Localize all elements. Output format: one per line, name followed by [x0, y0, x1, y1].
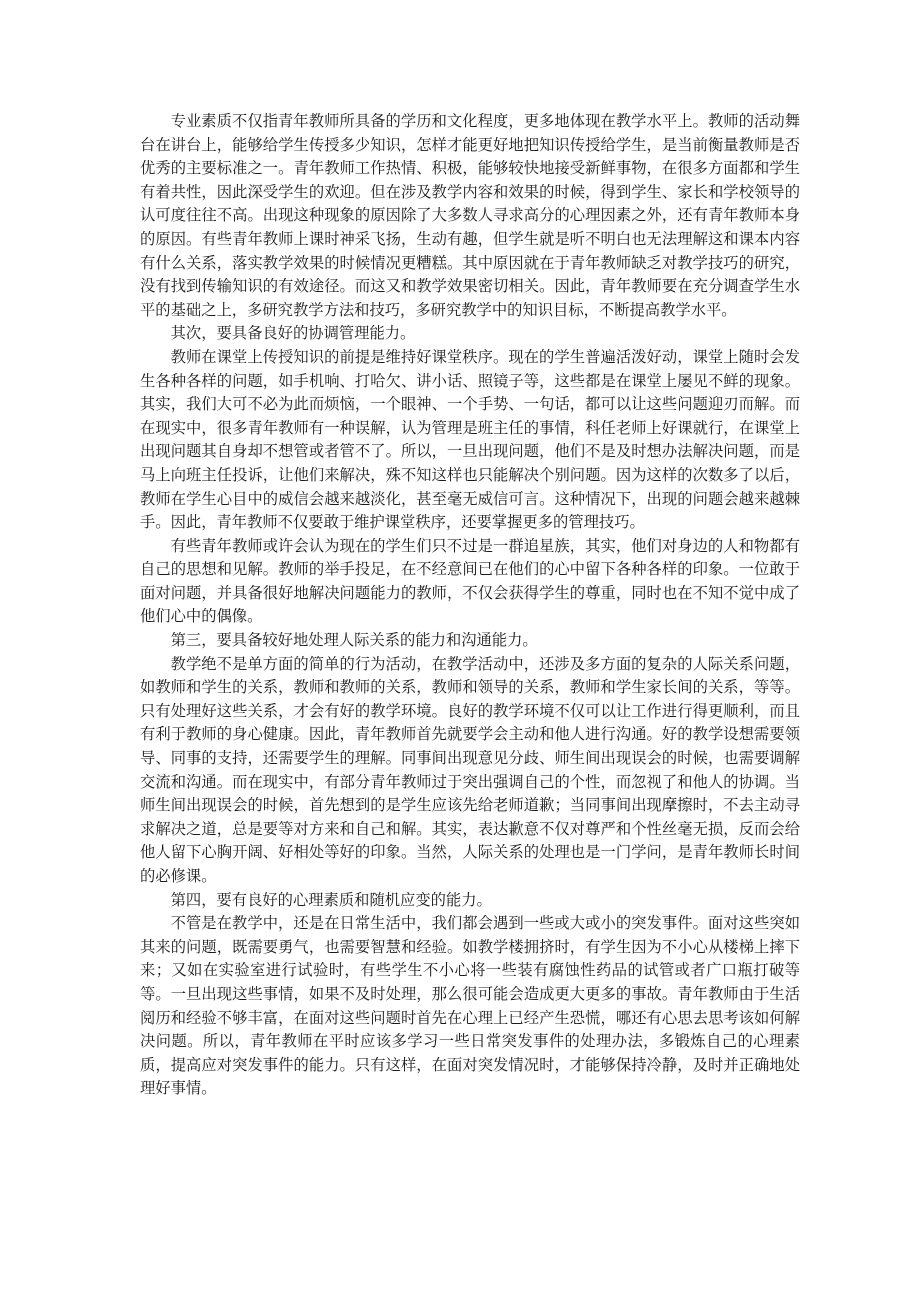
document-body: [140, 110, 800, 1101]
paragraph-classroom-order: 教师在课堂上传授知识的前提是维持好课堂秩序。现在的学生普遍活泼好动，课堂上随时会发生各种各样的问题，如手机响、打哈欠、讲小话、照镜子等，这些都是在课堂上屡见不鲜的现象。其实，我们大可不必为此而烦恼，一个眼神、一个手势、一句话，都可以让这些问题迎刃而解。而在现实中，很多青年教师有一种误解，认为管理是班主任的事情，科任老师上好课就行，在课堂上出现问题其自身却不想管或者管不了。所以，一旦出现问题，他们不是及时想办法解决问题，而是马上向班主任投诉，让他们来解决，殊不知这样也只能解决个别问题。因为这样的次数多了以后，教师在学生心目中的威信会越来越淡化，甚至毫无威信可言。这种情况下，出现的问题会越来越棘手。因此，青年教师不仅要敢于维护课堂秩序，还要掌握更多的管理技巧。: [140, 347, 800, 532]
paragraph-emergency-handling: 不管是在教学中，还是在日常生活中，我们都会遇到一些或大或小的突发事件。面对这些突如其来的问题，既需要勇气，也需要智慧和经验。如教学楼拥挤时，有学生因为不小心从楼梯上摔下来；又如在实验室进行试验时，有些学生不小心将一些装有腐蚀性药品的试管或者广口瓶打破等等。一旦出现这些事情，如果不及时处理，那么很可能会造成更大更多的事故。青年教师由于生活阅历和经验不够丰富，在面对这些问题时首先在心理上已经产生恐慌，哪还有心思去思考该如何解决问题。所以，青年教师在平时应该多学习一些日常突发事件的处理办法，多锻炼自己的心理素质，提高应对突发事件的能力。只有这样，在面对突发情况时，才能够保持冷静，及时并正确地处理好事情。: [140, 914, 800, 1098]
paragraph-professional-quality: 专业素质不仅指青年教师所具备的学历和文化程度，更多地体现在教学水平上。教师的活动舞台在讲台上，能够给学生传授多少知识，怎样才能更好地把知识传授给学生，是当前衡量教师是否优秀的主要标准之一。青年教师工作热情、积极，能够较快地接受新鲜事物，在很多方面都和学生有着共性，因此深受学生的欢迎。但在涉及教学内容和效果的时候，得到学生、家长和学校领导的认可度往往不高。出现这种现象的原因除了大多数人寻求高分的心理因素之外，还有青年教师本身的原因。有些青年教师上课时神采飞扬，生动有趣，但学生就是听不明白也无法理解这和课本内容有什么关系，落实教学效果的时候情况更糟糕。其中原因就在于青年教师缺乏对教学技巧的研究，没有找到传输知识的有效途径。而这又和教学效果密切相关。因此，青年教师要在充分调查学生水平的基础之上，多研究教学方法和技巧，多研究教学中的知识目标，不断提高教学水平。: [140, 112, 800, 319]
heading-psychological-quality: 第四，要有良好的心理素质和随机应变的能力。: [170, 890, 492, 909]
heading-coordination-management: 其次，要具备良好的协调管理能力。: [170, 324, 416, 343]
paragraph-student-perception: 有些青年教师或许会认为现在的学生们只不过是一群追星族，其实，他们对身边的人和物都有自己的思想和见解。教师的举手投足，在不经意间已在他们的心中留下各种各样的印象。一位敢于面对问题，并具备很好地解决问题能力的教师，不仅会获得学生的尊重，同时也在不知不觉中成了他们心中的偶像。: [140, 536, 800, 626]
heading-interpersonal-communication: 第三，要具备较好地处理人际关系的能力和沟通能力。: [170, 631, 538, 650]
paragraph-interpersonal-relations: 教学绝不是单方面的简单的行为活动，在教学活动中，还涉及多方面的复杂的人际关系问题，如教师和学生的关系，教师和教师的关系，教师和领导的关系，教师和学生家长间的关系，等等。只有处理好这些关系，才会有好的教学环境。良好的教学环境不仅可以让工作进行得更顺利，而且有利于教师的身心健康。因此，青年教师首先就要学会主动和他人进行沟通。好的教学设想需要领导、同事的支持，还需要学生的理解。同事间出现意见分歧、师生间出现误会的时候，也需要调解交流和沟通。而在现实中，有部分青年教师过于突出强调自己的个性，而忽视了和他人的协调。当师生间出现误会的时候，首先想到的是学生应该先给老师道歉；当同事间出现摩擦时，不去主动寻求解决之道，总是要等对方来和自己和解。其实，表达歉意不仅对尊严和个性丝毫无损，反而会给他人留下心胸开阔、好相处等好的印象。当然，人际关系的处理也是一门学问，是青年教师长时间的必修课。: [140, 654, 800, 885]
